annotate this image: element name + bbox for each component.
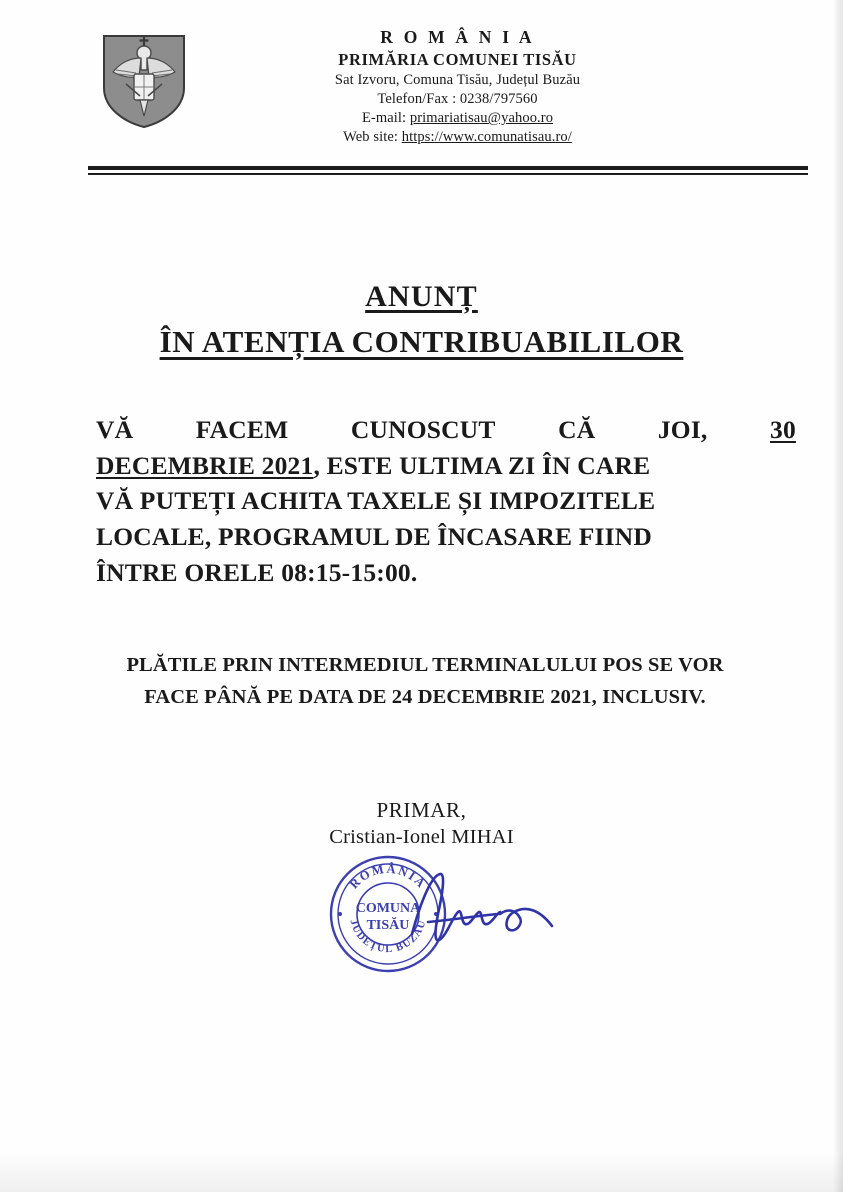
website-link[interactable]: https://www.comunatisau.ro/: [401, 129, 572, 146]
pos-note-line-2: FACE PÂNĂ PE DATA DE 24 DECEMBRIE 2021, INCLUSIV.: [144, 685, 706, 708]
signatory-name: Cristian-Ionel MIHAI: [329, 826, 514, 848]
institution-name: PRIMĂRIA COMUNEI TISĂU: [338, 50, 577, 70]
stamp-and-signature: [300, 852, 600, 982]
signatory-role: PRIMAR,: [376, 798, 467, 822]
announcement-body: [96, 412, 796, 590]
body-line-2: [96, 448, 796, 484]
signature-block: [0, 798, 843, 849]
body-word-1: VĂ: [96, 415, 134, 444]
website-line: [192, 128, 723, 147]
body-word-5: JOI,: [657, 415, 708, 444]
svg-text:ROMÂNIA: ROMÂNIA: [346, 861, 430, 892]
title-block: [0, 280, 843, 360]
scan-edge-right: [833, 0, 843, 1192]
website-label: Web site:: [343, 129, 402, 146]
header-text-block: [192, 26, 723, 147]
svg-text:TISĂU: TISĂU: [366, 918, 410, 933]
body-date-underlined: DECEMBRIE 2021: [96, 450, 314, 480]
email-line: [192, 109, 723, 128]
svg-text:JUDEȚUL BUZĂU: JUDEȚUL BUZĂU: [347, 918, 429, 956]
country-name: R O M Â N I A: [380, 27, 535, 47]
body-word-2: FACEM: [195, 415, 289, 444]
body-line-2-rest: , ESTE ULTIMA ZI ÎN CARE: [313, 450, 651, 480]
body-word-6-underlined: 30: [770, 415, 796, 444]
email-label: E-mail:: [361, 110, 410, 127]
body-line-5: ÎNTRE ORELE 08:15-15:00.: [96, 557, 418, 587]
body-line-3: VĂ PUTEȚI ACHITA TAXELE ȘI IMPOZITELE: [96, 486, 656, 516]
scan-edge-bottom: [0, 1152, 843, 1192]
divider-thin-line: [88, 173, 808, 175]
body-line-4: LOCALE, PROGRAMUL DE ÎNCASARE FIIND: [96, 522, 653, 552]
coat-of-arms-icon: [96, 30, 192, 130]
pos-note-line-1: PLĂTILE PRIN INTERMEDIUL TERMINALULUI POS SE VOR: [126, 654, 724, 676]
address-line: Sat Izvoru, Comuna Tisău, Județul Buzău: [334, 71, 581, 88]
header-divider: [88, 166, 808, 175]
official-stamp-icon: [331, 857, 445, 971]
body-word-4: CĂ: [558, 415, 596, 444]
handwritten-signature: [412, 874, 552, 940]
document-header: [0, 26, 843, 147]
pos-note: [70, 650, 780, 714]
document-subtitle: ÎN ATENȚIA CONTRIBUABILILOR: [159, 324, 684, 359]
email-link[interactable]: primariatisau@yahoo.ro: [409, 110, 554, 127]
body-line-1: [96, 412, 796, 448]
phone-line: Telefon/Fax : 0238/797560: [377, 90, 538, 107]
body-word-3: CUNOSCUT: [350, 415, 496, 444]
svg-text:COMUNA: COMUNA: [355, 901, 421, 916]
document-title: ANUNȚ: [365, 280, 478, 313]
